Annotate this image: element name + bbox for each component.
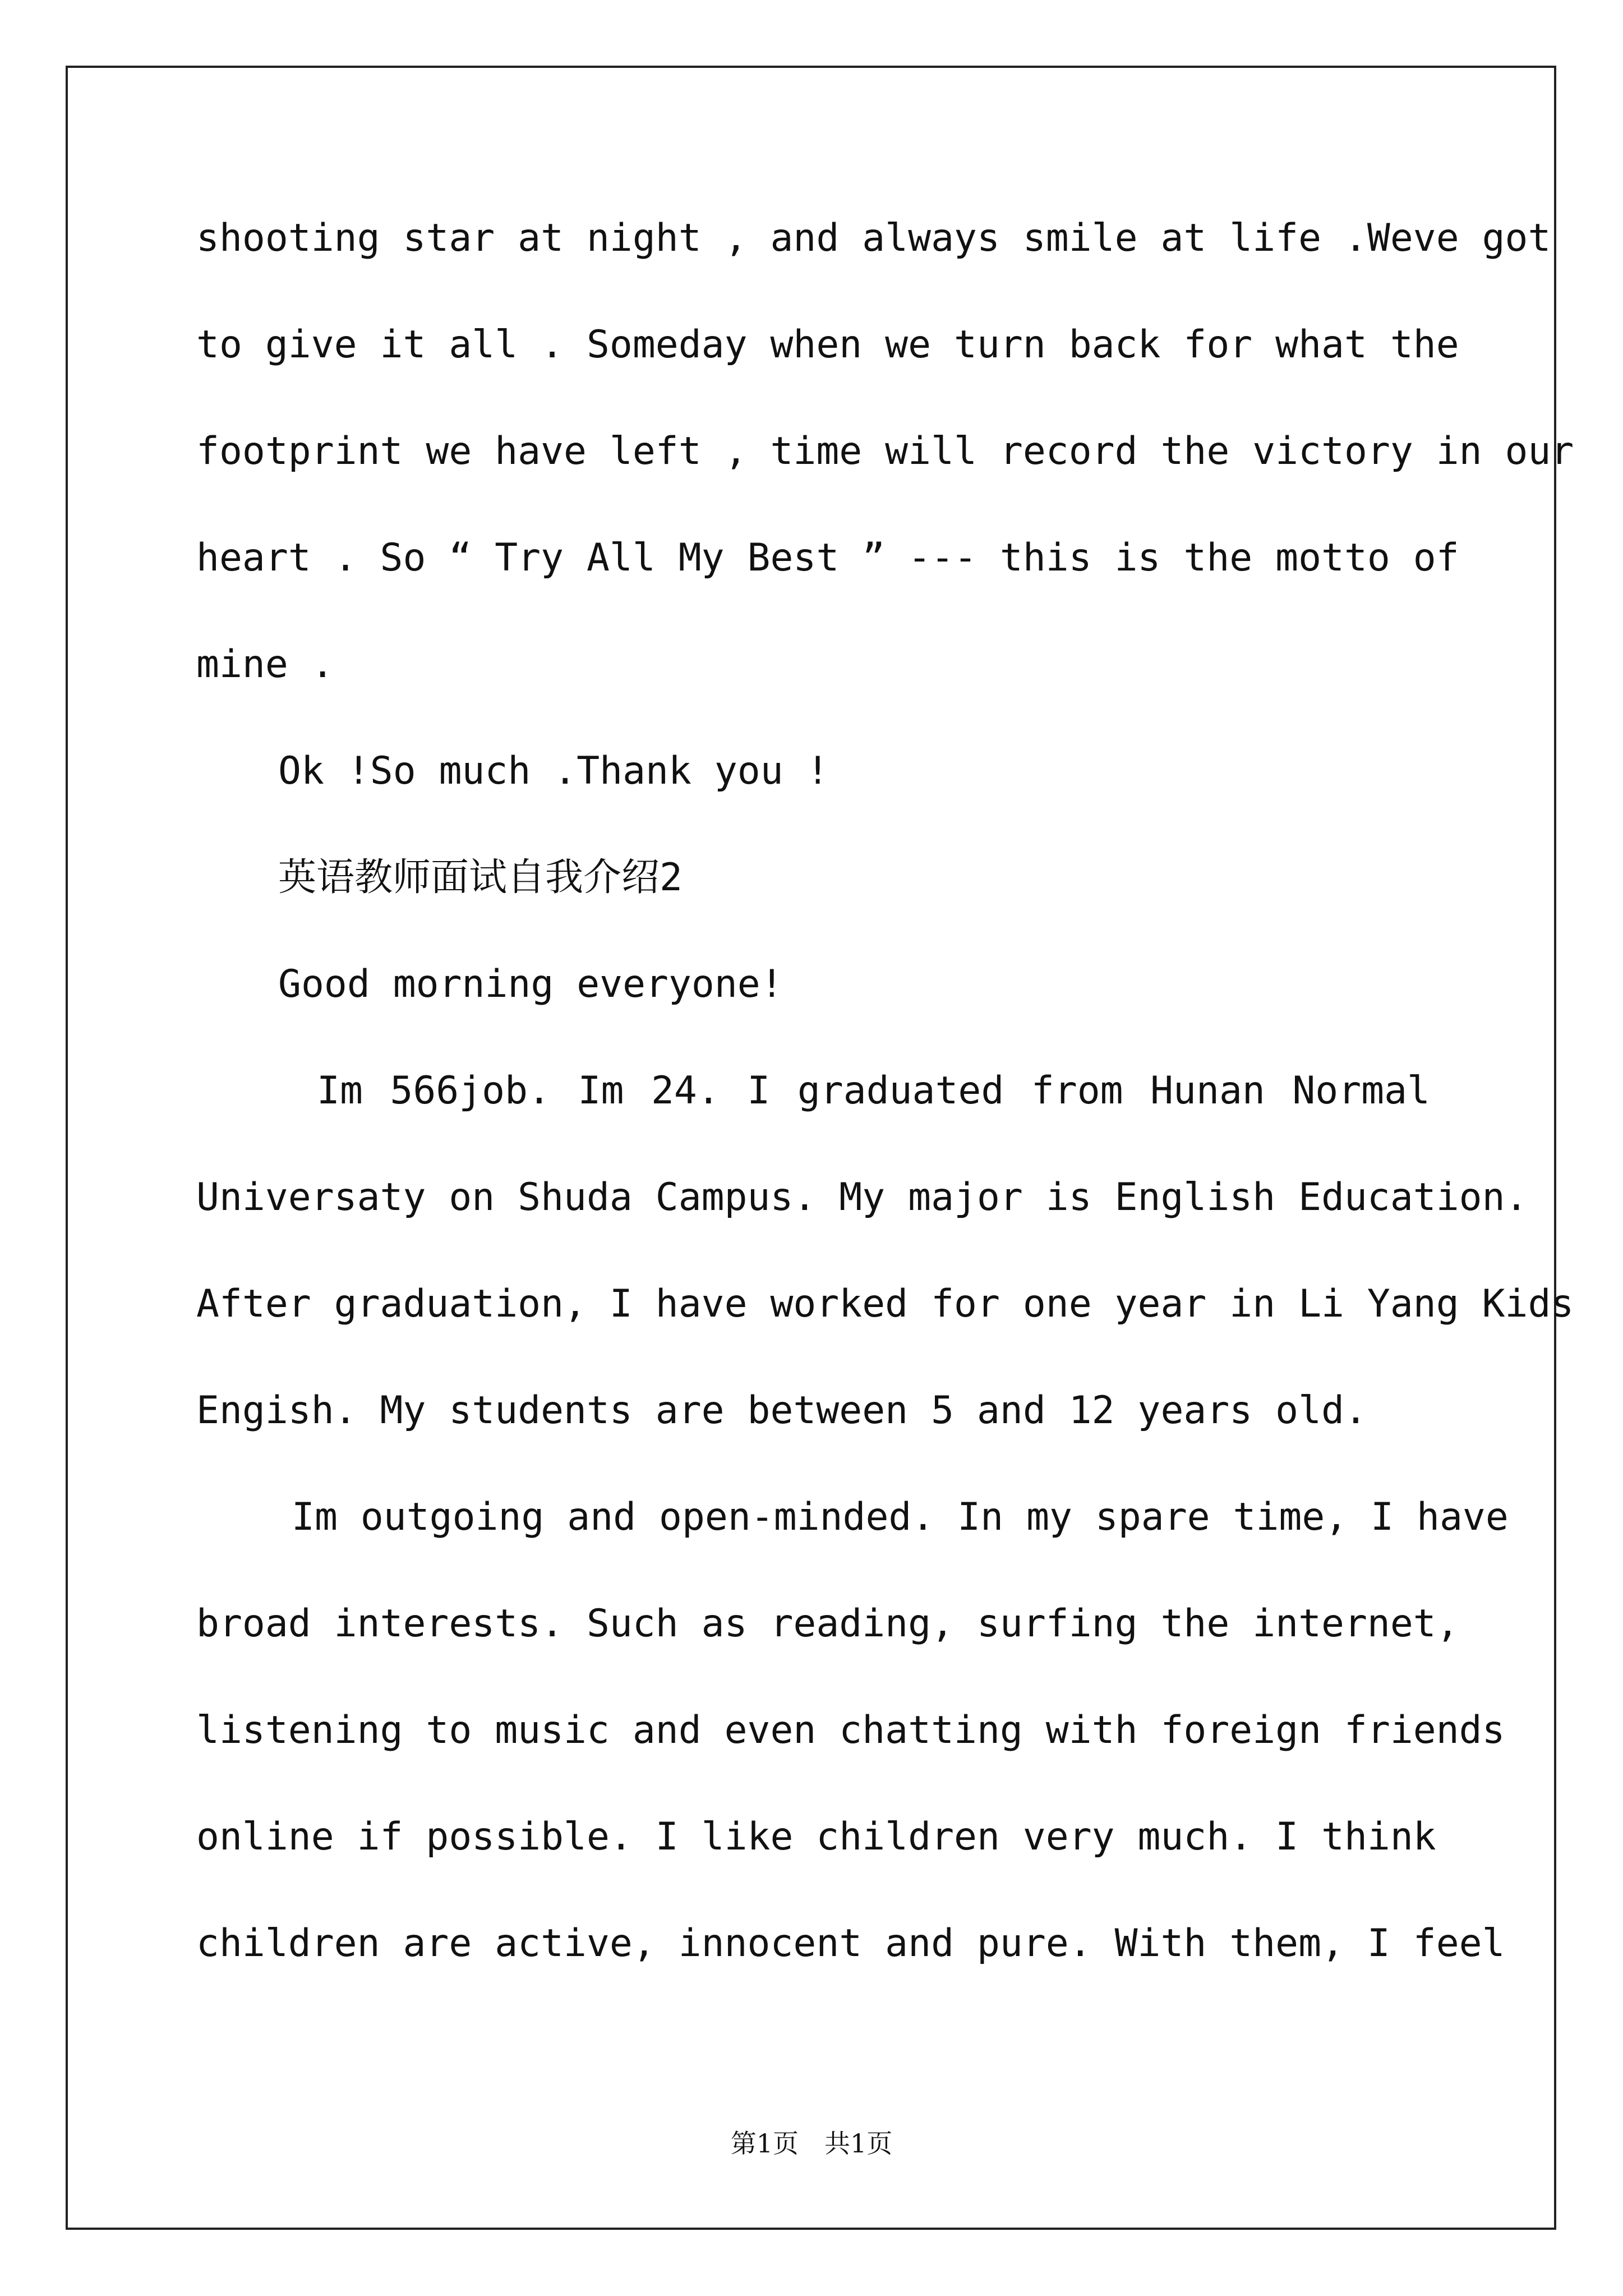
text-line: Im outgoing and open-minded. In my spare time, I have: [292, 1495, 1509, 1539]
text-line: to give it all . Someday when we turn back for what the: [196, 323, 1459, 367]
text-line: broad interests. Such as reading, surfing the internet,: [196, 1602, 1459, 1646]
text-line: Engish. My students are between 5 and 12 years old.: [196, 1388, 1367, 1433]
text-line: footprint we have left , time will record the victory in our: [196, 429, 1574, 473]
text-line: listening to music and even chatting with foreign friends: [196, 1708, 1505, 1752]
text-line: heart . So “ Try All My Best ” --- this is the motto of: [196, 536, 1459, 580]
page-number-current: 第1页: [730, 2128, 799, 2159]
text-line: online if possible. I like children very much. I think: [196, 1815, 1436, 1859]
text-line: shooting star at night , and always smile at life .Weve got: [196, 216, 1551, 260]
text-line: Universaty on Shuda Campus. My major is English Education.: [196, 1175, 1528, 1220]
greeting-line: Good morning everyone!: [278, 962, 783, 1006]
text-line: Im 566job. Im 24. I graduated from Hunan Normal: [317, 1069, 1430, 1113]
closing-line: Ok !So much .Thank you !: [278, 749, 829, 793]
page-border: [66, 66, 1574, 2230]
section-heading: 英语教师面试自我介绍2: [278, 855, 683, 900]
text-line: children are active, innocent and pure. With them, I feel: [196, 1921, 1505, 1966]
page-footer: [0, 2128, 1623, 2159]
page-number-total: 共1页: [824, 2128, 893, 2159]
text-line: mine .: [196, 642, 334, 687]
text-line: After graduation, I have worked for one year in Li Yang Kids: [196, 1282, 1574, 1326]
